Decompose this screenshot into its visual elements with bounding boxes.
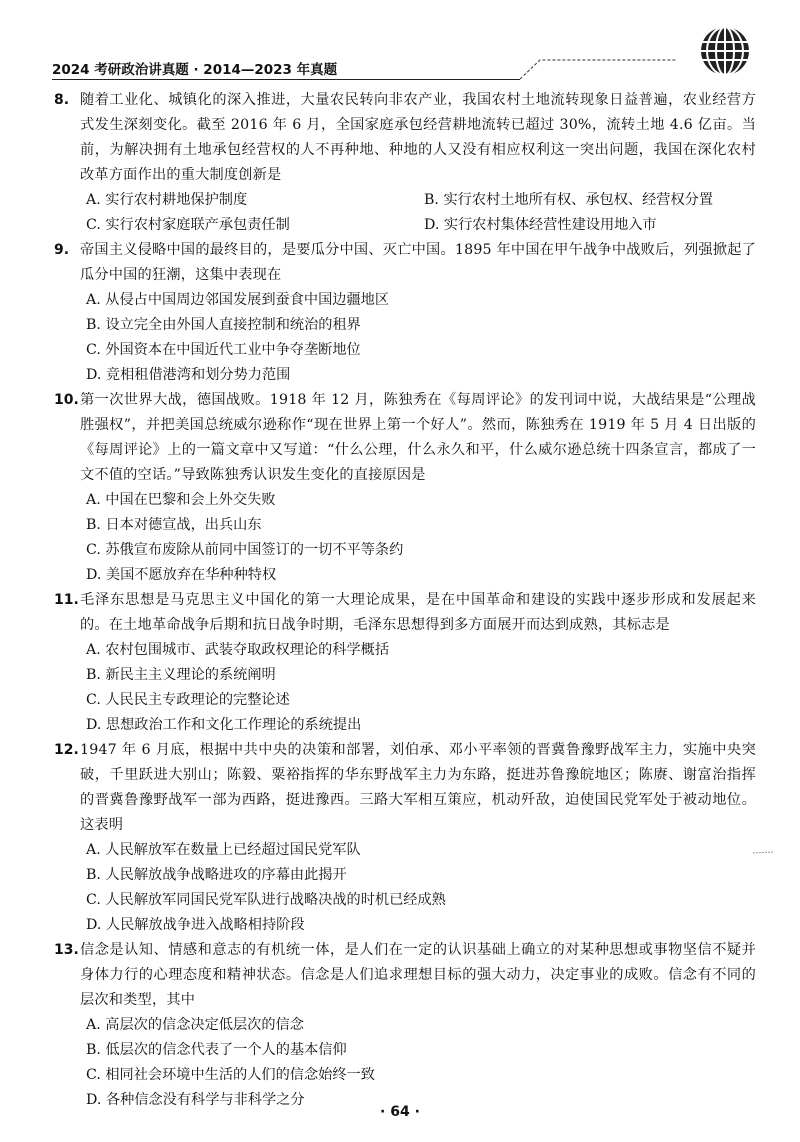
scan-speck-mark <box>752 850 774 856</box>
option-c: C. 相同社会环境中生活的人们的信念始终一致 <box>86 1067 375 1083</box>
question-stem: 毛泽东思想是马克思主义中国化的第一大理论成果，是在中国革命和建设的实践中逐步形成和发展起来的。在土地革命战争后期和抗日战争时期，毛泽东思想得到多方面展开而达到成熟，其标志是 <box>80 592 756 633</box>
option-a: A. 人民解放军在数量上已经超过国民党军队 <box>86 842 361 858</box>
page-number-value: 64 <box>390 1104 410 1120</box>
question-stem: 信念是认知、情感和意志的有机统一体，是人们在一定的认识基础上确立的对某种思想或事物坚信不疑并身体力行的心理态度和精神状态。信念是人们追求理想目标的强大动力，决定事业的成败。信念有不同的层次和类型，其中 <box>80 942 756 1008</box>
option-b: B. 设立完全由外国人直接控制和统治的租界 <box>86 317 361 333</box>
option-a: A. 高层次的信念决定低层次的信念 <box>86 1017 304 1033</box>
option-row <box>80 213 756 238</box>
header-title: 2024 考研政治讲真题 · 2014—2023 年真题 <box>52 62 338 78</box>
option-d: D. 美国不愿放弃在华种种特权 <box>86 567 277 583</box>
option-b: B. 新民主主义理论的系统阐明 <box>86 667 276 683</box>
page-number <box>0 1104 800 1120</box>
option-a: A. 从侵占中国周边邻国发展到蚕食中国边疆地区 <box>86 292 390 308</box>
question-number: 8. <box>54 92 70 108</box>
question-9 <box>52 238 756 388</box>
question-stem: 随着工业化、城镇化的深入推进，大量农民转向非农产业，我国农村土地流转现象日益普遍，农业经营方式发生深刻变化。截至 2016 年 6 月，全国家庭承包经营耕地流转已超过 30%，流转土地 4.6 亿亩。当前，为解决拥有土地承包经营权的人不再种地、种地的人又没有相应权利这一突出问题，我国在深化农村改革方面作出的重大制度创新是 <box>80 92 756 183</box>
option-row <box>80 188 756 213</box>
header-rule <box>52 79 520 80</box>
question-13 <box>52 938 756 1113</box>
question-11 <box>52 588 756 738</box>
question-list <box>52 88 756 1113</box>
option-a: A. 农村包围城市、武装夺取政权理论的科学概括 <box>86 642 390 658</box>
question-stem: 1947 年 6 月底，根据中共中央的决策和部署，刘伯承、邓小平率领的晋冀鲁豫野战军主力，实施中央突破，千里跃进大别山；陈毅、粟裕指挥的华东野战军主力为东路，挺进苏鲁豫皖地区；陈赓、谢富治指挥的晋冀鲁豫野战军一部为西路，挺进豫西。三路大军相互策应，机动歼敌，迫使国民党军处于被动地位。这表明 <box>80 742 756 833</box>
question-stem: 第一次世界大战，德国战败。1918 年 12 月，陈独秀在《每周评论》的发刊词中说，大战结果是“公理战胜强权”，并把美国总统威尔逊称作“现在世界上第一个好人”。然而，陈独秀在 1919 年 5 月 4 日出版的《每周评论》上的一篇文章中又写道：“什么公理，什么永久和平，什么威尔逊总统十四条宣言，都成了一文不值的空话。”导致陈独秀认识发生变化的直接原因是 <box>80 392 756 483</box>
option-c: C. 人民民主专政理论的完整论述 <box>86 692 290 708</box>
question-number: 12. <box>54 742 79 758</box>
option-d: D. 人民解放战争进入战略相持阶段 <box>86 917 305 933</box>
option-c: C. 外国资本在中国近代工业中争夺垄断地位 <box>86 342 361 358</box>
option-b: B. 日本对德宣战，出兵山东 <box>86 517 262 533</box>
question-number: 11. <box>54 592 79 608</box>
option-c: C. 苏俄宣布废除从前同中国签订的一切不平等条约 <box>86 542 404 558</box>
question-stem: 帝国主义侵略中国的最终目的，是要瓜分中国、灭亡中国。1895 年中国在甲午战争中战败后，列强掀起了瓜分中国的狂潮，这集中表现在 <box>80 242 756 283</box>
option-d: D. 竞相租借港湾和划分势力范围 <box>86 367 291 383</box>
option-a: A. 中国在巴黎和会上外交失败 <box>86 492 276 508</box>
option-b: B. 实行农村土地所有权、承包权、经营权分置 <box>424 192 714 208</box>
question-number: 10. <box>54 392 79 408</box>
question-12 <box>52 738 756 938</box>
header-dashed-line <box>518 56 678 80</box>
option-d: D. 各种信念没有科学与非科学之分 <box>86 1092 305 1108</box>
option-b: B. 人民解放战争战略进攻的序幕由此揭开 <box>86 867 347 883</box>
page-number-dot-right: · <box>414 1104 420 1120</box>
question-number: 13. <box>54 942 79 958</box>
page-number-dot-left: · <box>380 1104 386 1120</box>
option-d: D. 实行农村集体经营性建设用地入市 <box>424 217 657 233</box>
page-header <box>52 46 748 80</box>
question-10 <box>52 388 756 588</box>
option-a: A. 实行农村耕地保护制度 <box>86 192 248 208</box>
option-c: C. 人民解放军同国民党军队进行战略决战的时机已经成熟 <box>86 892 446 908</box>
option-d: D. 思想政治工作和文化工作理论的系统提出 <box>86 717 362 733</box>
question-number: 9. <box>54 242 70 258</box>
globe-icon <box>698 24 752 78</box>
option-c: C. 实行农村家庭联产承包责任制 <box>86 217 290 233</box>
option-b: B. 低层次的信念代表了一个人的基本信仰 <box>86 1042 347 1058</box>
question-8 <box>52 88 756 238</box>
